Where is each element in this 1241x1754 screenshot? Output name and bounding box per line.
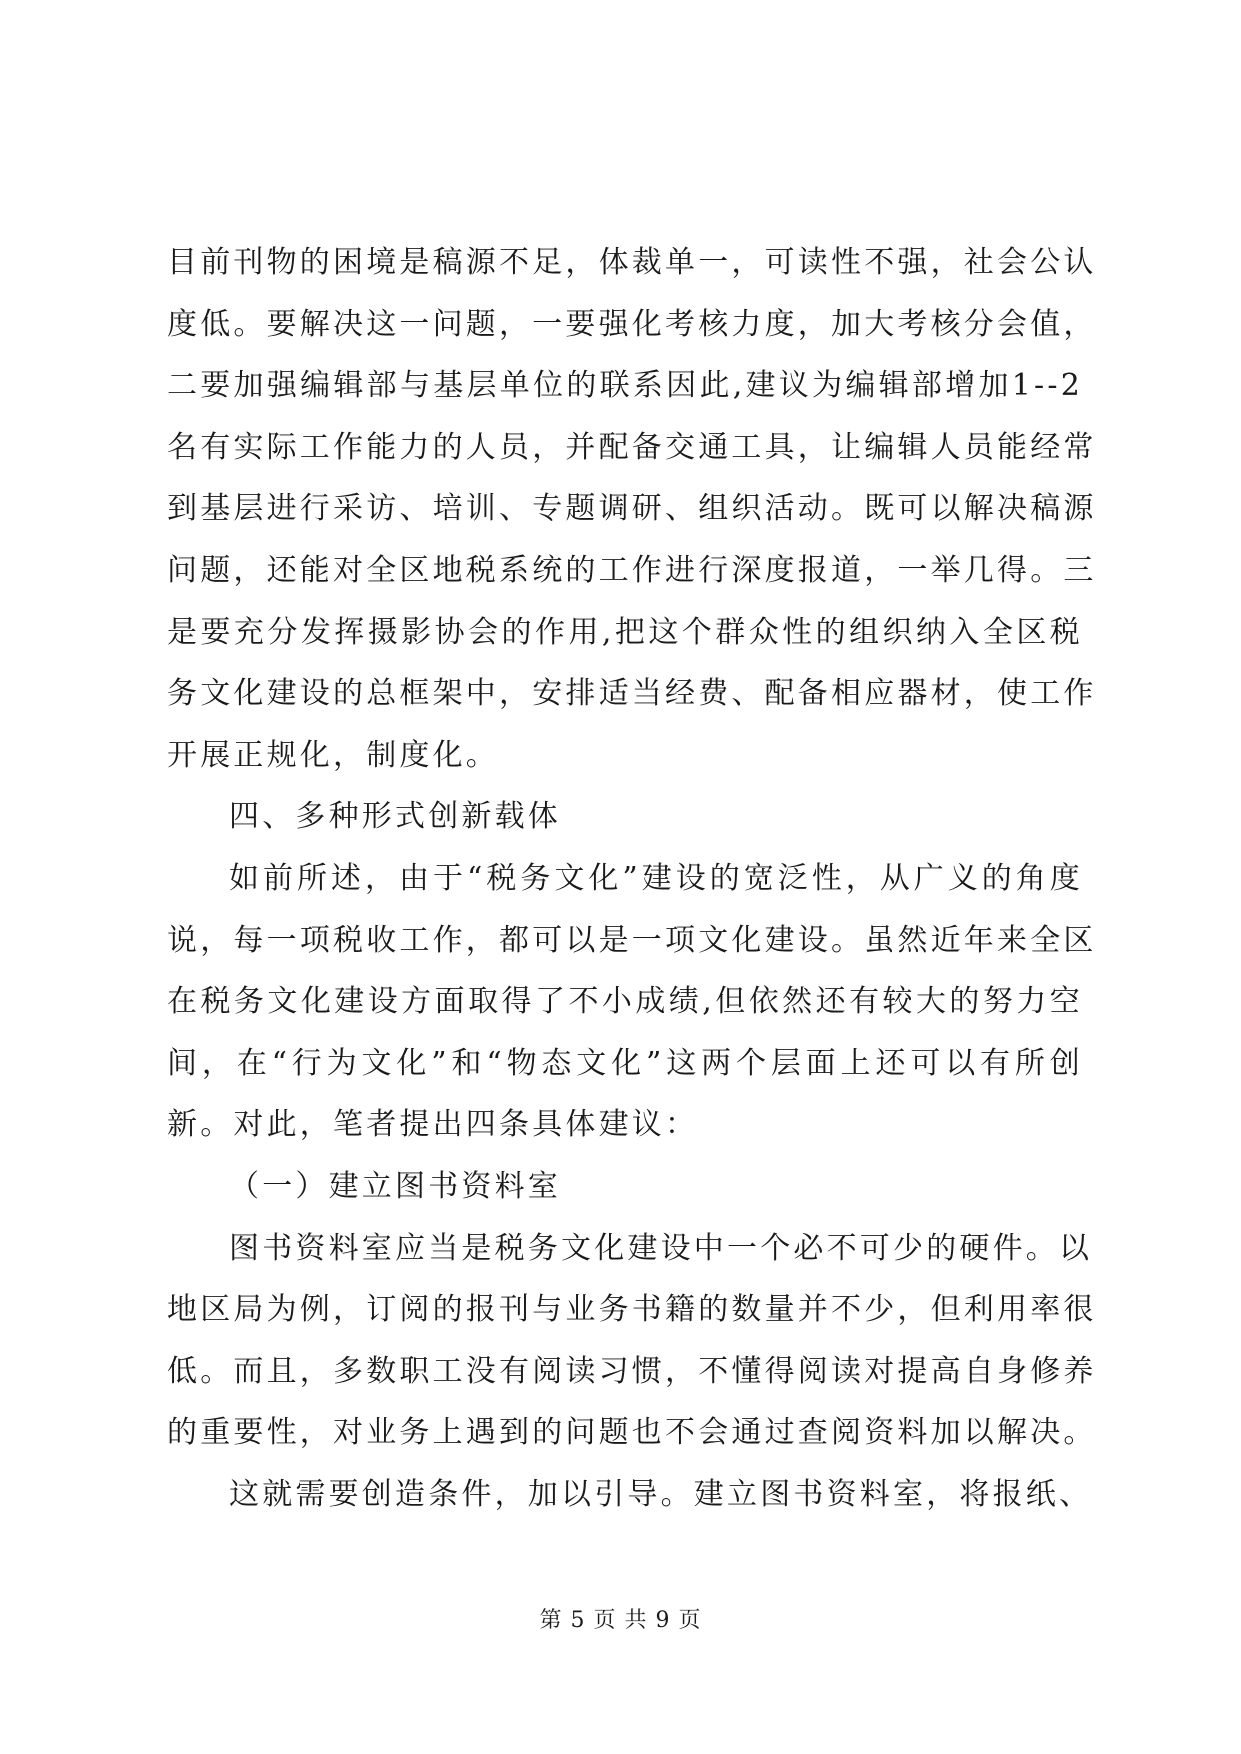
text-line: 二要加强编辑部与基层单位的联系因此,建议为编辑部增加1--2 bbox=[167, 368, 1083, 404]
text-line: 的重要性，对业务上遇到的问题也不会通过查阅资料加以解决。 bbox=[167, 1415, 1097, 1451]
text-line: 地区局为例，订阅的报刊与业务书籍的数量并不少，但利用率很 bbox=[167, 1292, 1097, 1328]
text-line: 名有实际工作能力的人员，并配备交通工具，让编辑人员能经常 bbox=[167, 429, 1097, 465]
text-line: 新。对此，笔者提出四条具体建议： bbox=[167, 1107, 699, 1143]
text-line: 是要充分发挥摄影协会的作用,把这个群众性的组织纳入全区税 bbox=[167, 614, 1083, 650]
text-line: 在税务文化建设方面取得了不小成绩,但依然还有较大的努力空 bbox=[167, 984, 1083, 1020]
text-line: 务文化建设的总框架中，安排适当经费、配备相应器材，使工作 bbox=[167, 676, 1097, 712]
text-line: 问题，还能对全区地税系统的工作进行深度报道，一举几得。三 bbox=[167, 552, 1097, 588]
text-line: 间，在“行为文化”和“物态文化”这两个层面上还可以有所创 bbox=[167, 1045, 1083, 1081]
section-heading: 四、多种形式创新载体 bbox=[229, 799, 561, 835]
page-number-footer: 第 5 页 共 9 页 bbox=[539, 1608, 702, 1633]
text-line: 度低。要解决这一问题，一要强化考核力度，加大考核分会值， bbox=[167, 306, 1097, 342]
text-line: 如前所述，由于“税务文化”建设的宽泛性，从广义的角度 bbox=[229, 860, 1083, 896]
text-line: 这就需要创造条件，加以引导。建立图书资料室，将报纸、 bbox=[229, 1476, 1093, 1512]
text-line: 图书资料室应当是税务文化建设中一个必不可少的硬件。以 bbox=[229, 1230, 1093, 1266]
text-line: 到基层进行采访、培训、专题调研、组织活动。既可以解决稿源 bbox=[167, 491, 1097, 527]
text-line: 低。而且，多数职工没有阅读习惯，不懂得阅读对提高自身修养 bbox=[167, 1353, 1097, 1389]
text-line: 目前刊物的困境是稿源不足，体裁单一，可读性不强，社会公认 bbox=[167, 245, 1097, 280]
body-text bbox=[167, 232, 1097, 1525]
text-line: 开展正规化，制度化。 bbox=[167, 737, 499, 773]
text-line: 说，每一项税收工作，都可以是一项文化建设。虽然近年来全区 bbox=[167, 922, 1097, 958]
subsection-heading: （一）建立图书资料室 bbox=[229, 1168, 561, 1204]
